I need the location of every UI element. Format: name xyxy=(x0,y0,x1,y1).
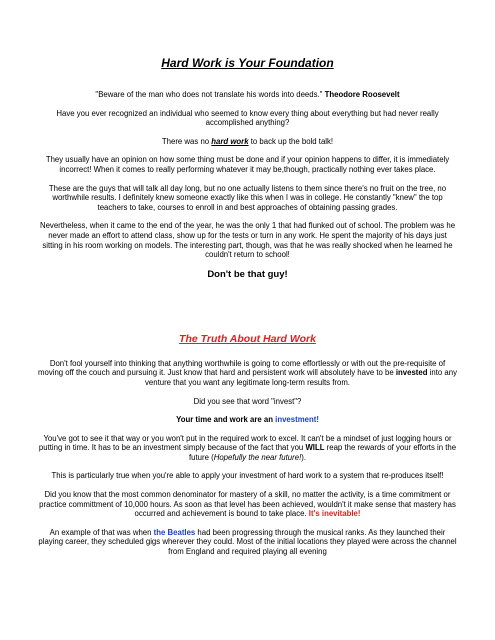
tagline: Don't be that guy! xyxy=(207,268,288,280)
quote xyxy=(38,90,457,100)
section-paragraph-4-post: ). xyxy=(301,452,307,462)
will-emphasis: WILL xyxy=(305,443,325,453)
section-paragraph-7 xyxy=(38,528,457,557)
quote-author: Theodore Roosevelt xyxy=(324,90,400,99)
paragraph-5: Nevertheless, when it came to the end of the year, he was the only 1 that had flunked out of school. The problem was he never made an effort to attend class, show up for the tests or turn in any work. He spent the majority of his days just sitting in his room working on models. The interesting part, though, was that he was really shocked when he learned he couldn't return to school! xyxy=(39,221,456,260)
paragraph-2-pre: There was no xyxy=(161,136,212,146)
inevitable-emphasis: It's inevitable! xyxy=(308,509,361,519)
hard-work-emphasis: hard work xyxy=(211,136,249,146)
section-paragraph-1 xyxy=(38,359,457,388)
section-paragraph-5: This is particularly true when you're able to apply your investment of hard work to a system that re-produces itself! xyxy=(51,471,444,481)
section-paragraph-3 xyxy=(38,415,457,425)
page-title: Hard Work is Your Foundation xyxy=(161,56,334,70)
investment-emphasis: investment! xyxy=(275,415,319,425)
section-paragraph-7-post: had been progressing through the musical ranks. As they launched their playing career, they scheduled gigs wherever they could. Most of the initial locations they played were across the channel from England and required playing all evening xyxy=(38,527,457,557)
paragraph-4: These are the guys that will talk all day long, but no one actually listens to them since there's no fruit on the tree, no worthwhile results. I definitely knew someone exactly like this when I was in college. He constantly "knew" the top teachers to take, courses to enroll in and best approaches of obtaining passing grades. xyxy=(48,183,447,212)
section-paragraph-6 xyxy=(38,490,457,519)
section-paragraph-4 xyxy=(38,434,457,463)
section-paragraph-4-pre: You've got to see it that way or you won't put in the required work to excel. It can't be a mindset of just logging hours or putting in time. It has to be an investment simply because of the fact that you xyxy=(38,433,452,453)
section-paragraph-7-pre: An example of that was when xyxy=(49,527,154,537)
paragraph-1: Have you ever recognized an individual who seemed to know every thing about everything but had never really accomplished anything? xyxy=(56,108,439,128)
near-future-italic: Hopefully the near future! xyxy=(213,452,302,462)
section-title: The Truth About Hard Work xyxy=(179,332,316,345)
section-paragraph-2: Did you see that word "invest"? xyxy=(193,396,302,406)
invested-emphasis: invested xyxy=(395,368,428,378)
paragraph-3: They usually have an opinion on how some thing must be done and if your opinion happens to differ, it is immediately incorrect! When it comes to really performing whatever it may be,though, practically nothing ever takes place. xyxy=(45,155,450,174)
paragraph-2-post: to back up the bold talk! xyxy=(248,136,334,146)
section-paragraph-4-mid: reap the rewards of your efforts in the future ( xyxy=(188,443,457,462)
section-paragraph-1-post: into any venture that you want any legitimate long-term results from. xyxy=(145,368,457,387)
section-paragraph-1-pre: Don't fool yourself into thinking that anything worthwhile is going to come effortlessly or with out the pre-requisite of moving off the couch and pursuing it. Just know that hard and persistent work will absolutely have to be xyxy=(38,358,446,378)
beatles-emphasis: the Beatles xyxy=(153,527,196,537)
section-paragraph-6-pre: Did you know that the most common denominator for mastery of a skill, no matter the activity, is a time commitment or practice committment of 10,000 hours. As soon as that level has been achieved, wouldn't it make sense that mastery has occurred and achievement is bound to take place. xyxy=(39,490,456,519)
quote-text: "Beware of the man who does not translate his words into deeds." xyxy=(95,90,325,99)
section-paragraph-3-pre: Your time and work are an xyxy=(176,415,276,425)
paragraph-2 xyxy=(38,137,457,147)
